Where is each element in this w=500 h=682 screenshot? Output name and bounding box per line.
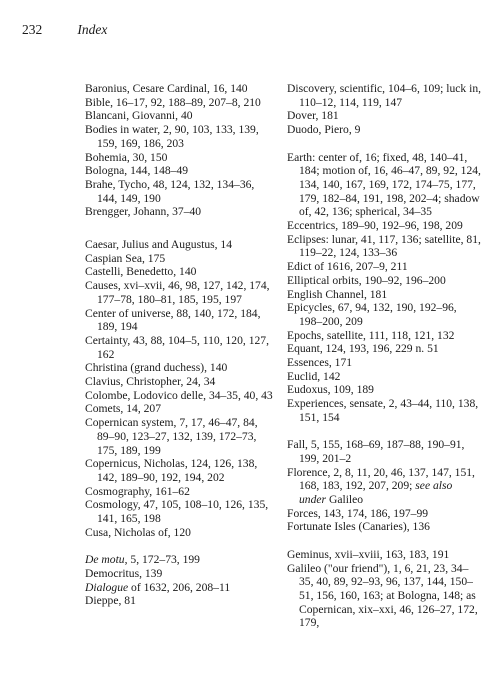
index-entry: Causes, xvi–xvii, 46, 98, 127, 142, 174, 177–78, 180–81, 185, 195, 197 (85, 279, 270, 306)
index-entry: Certainty, 43, 88, 104–5, 110, 120, 127, 162 (85, 333, 269, 361)
index-column-right (287, 82, 482, 630)
index-entry: Bible, 16–17, 92, 188–89, 207–8, 210 (85, 95, 261, 109)
index-entry (85, 581, 275, 595)
index-entry-pages: of 1632, 206, 208–11 (128, 580, 231, 594)
index-entry: Essences, 171 (287, 356, 353, 370)
index-entry: Bohemia, 30, 150 (85, 150, 168, 164)
index-entry: Democritus, 139 (85, 566, 163, 580)
index-entry: Experiences, sensate, 2, 43–44, 110, 138, 151, 154 (287, 397, 479, 424)
index-entry: Brengger, Johann, 37–40 (85, 205, 202, 219)
index-entry: Copernicus, Nicholas, 124, 126, 138, 142, 189–90, 192, 194, 202 (85, 457, 258, 484)
index-entry: Christina (grand duchess), 140 (85, 361, 228, 375)
index-entry: Eudoxus, 109, 189 (287, 383, 374, 397)
index-entry: Epicycles, 67, 94, 132, 190, 192–96, 198–200, 209 (287, 301, 457, 328)
index-entry: Brahe, Tycho, 48, 124, 132, 134–36, 144, 149, 190 (85, 177, 255, 205)
index-entry: Earth: center of, 16; fixed, 48, 140–41, 184; motion of, 16, 46–47, 89, 92, 124, 134, 140, 167, 169, 172, 174–75, 177, 179, 182–84, 191, 198, 202–4; shadow of, 42, 136; spherical, 34–35 (287, 150, 481, 219)
index-entry: Duodo, Piero, 9 (287, 123, 361, 137)
index-entry (287, 466, 482, 507)
letter-group-gap (85, 540, 275, 554)
index-entry: Baronius, Cesare Cardinal, 16, 140 (85, 82, 248, 95)
running-head: Index (77, 22, 108, 37)
index-entry: Bodies in water, 2, 90, 103, 133, 139, 159, 169, 186, 203 (85, 123, 259, 150)
index-entry: Eclipses: lunar, 41, 117, 136; satellite, 81, 119–22, 124, 133–36 (287, 232, 481, 260)
index-entry-italic-title: Dialogue (85, 580, 129, 594)
index-entry: Copernican system, 7, 17, 46–47, 84, 89–90, 123–27, 132, 139, 172–73, 175, 189, 199 (85, 416, 258, 457)
index-entry: Cosmography, 161–62 (85, 484, 190, 498)
index-entry: Epochs, satellite, 111, 118, 121, 132 (287, 328, 455, 342)
index-entry: Forces, 143, 174, 186, 197–99 (287, 506, 429, 520)
letter-group-gap (287, 425, 482, 439)
index-entry: Bologna, 144, 148–49 (85, 164, 189, 178)
index-entry: Colombe, Lodovico delle, 34–35, 40, 43 (85, 388, 273, 402)
index-entry-pages: , 5, 172–73, 199 (124, 553, 200, 567)
index-entry: Dover, 181 (287, 109, 339, 123)
index-entry: Clavius, Christopher, 24, 34 (85, 375, 216, 389)
index-entry-italic-title: De motu (85, 553, 125, 567)
page-header (22, 22, 107, 38)
index-entry: Comets, 14, 207 (85, 402, 162, 416)
letter-group-gap (85, 219, 275, 238)
index-entry: Cusa, Nicholas of, 120 (85, 525, 191, 539)
index-entry: English Channel, 181 (287, 287, 388, 301)
index-entry: Dieppe, 81 (85, 594, 136, 608)
index-entry: Fortunate Isles (Canaries), 136 (287, 520, 430, 534)
index-entry: Blancani, Giovanni, 40 (85, 109, 193, 123)
index-entry: Edict of 1616, 207–9, 211 (287, 260, 408, 274)
index-entry: Caesar, Julius and Augustus, 14 (85, 238, 233, 252)
letter-group-gap (287, 137, 482, 151)
index-entry: Galileo ("our friend"), 1, 6, 21, 23, 34–35, 40, 89, 92–93, 96, 137, 144, 150–51, 156, 160, 163; at Bologna, 148; as Copernican, xix–xxi, 46, 126–27, 172, 179, (287, 561, 478, 630)
index-entry: Geminus, xvii–xviii, 163, 183, 191 (287, 547, 450, 561)
index-entry: Center of universe, 88, 140, 172, 184, 189, 194 (85, 306, 261, 334)
index-entry: Cosmology, 47, 105, 108–10, 126, 135, 141, 165, 198 (85, 498, 269, 526)
index-entry: Discovery, scientific, 104–6, 109; luck in, 110–12, 114, 119, 147 (287, 82, 482, 109)
index-entry: Castelli, Benedetto, 140 (85, 265, 197, 279)
index-entry-pages: Florence, 2, 8, 11, 20, 46, 137, 147, 151, 168, 183, 192, 207, 209; (287, 465, 475, 493)
index-entry: Euclid, 142 (287, 369, 341, 383)
index-entry (85, 553, 275, 567)
index-column-left (85, 82, 275, 608)
index-entry: Eccentrics, 189–90, 192–96, 198, 209 (287, 219, 463, 233)
page-number: 232 (22, 22, 43, 37)
index-entry: Elliptical orbits, 190–92, 196–200 (287, 273, 446, 287)
index-entry: Caspian Sea, 175 (85, 251, 166, 265)
letter-group-gap (287, 534, 482, 548)
index-entry: Equant, 124, 193, 196, 229 n. 51 (287, 342, 439, 356)
index-entry: Fall, 5, 155, 168–69, 187–88, 190–91, 199, 201–2 (287, 438, 465, 465)
see-also-target: Galileo (326, 493, 364, 507)
see-also-reference: see also under (299, 479, 453, 507)
